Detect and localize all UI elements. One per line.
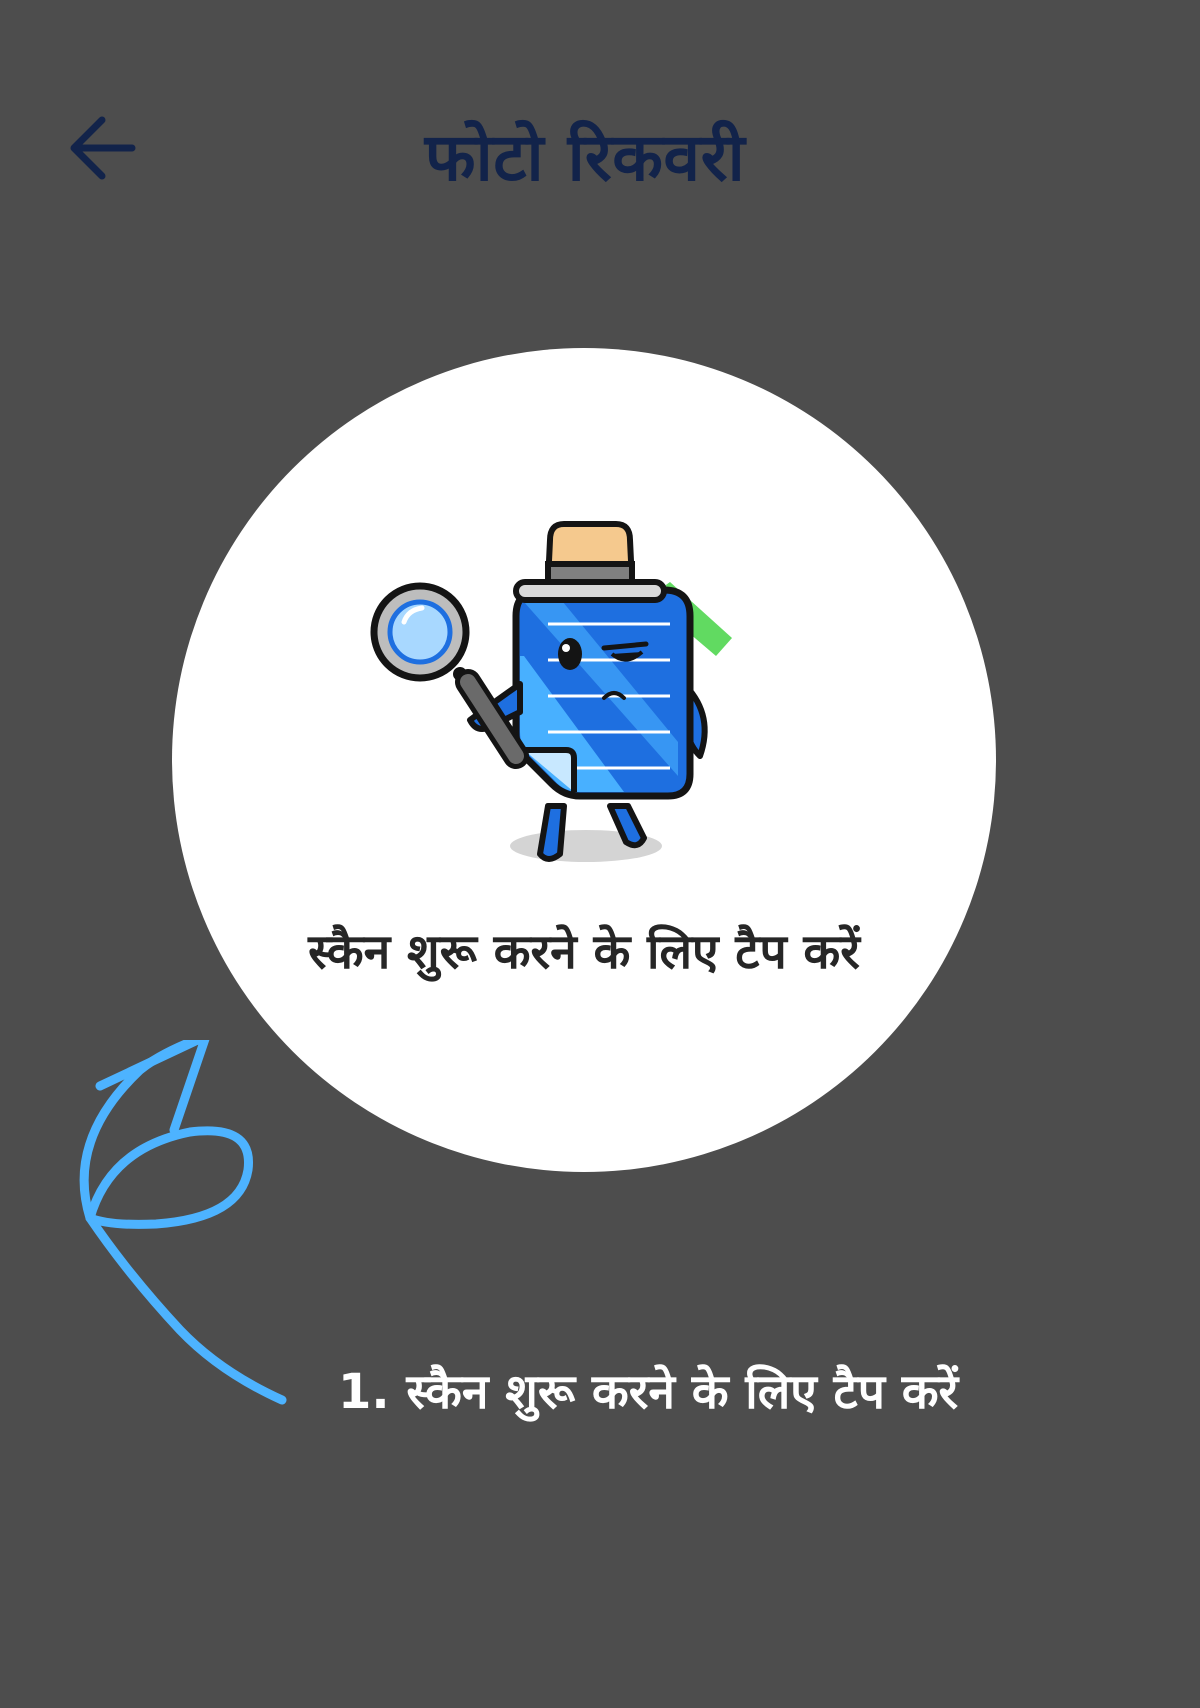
curved-arrow-icon [70, 1040, 300, 1420]
instruction-step-1: 1. स्कैन शुरू करने के लिए टैप करें [338, 1364, 959, 1420]
page-title: फोटो रिकवरी [424, 119, 746, 196]
detective-note-mascot-icon [348, 506, 748, 886]
header-bar [0, 0, 1200, 320]
scan-label: स्कैन शुरू करने के लिए टैप करें [308, 924, 860, 980]
